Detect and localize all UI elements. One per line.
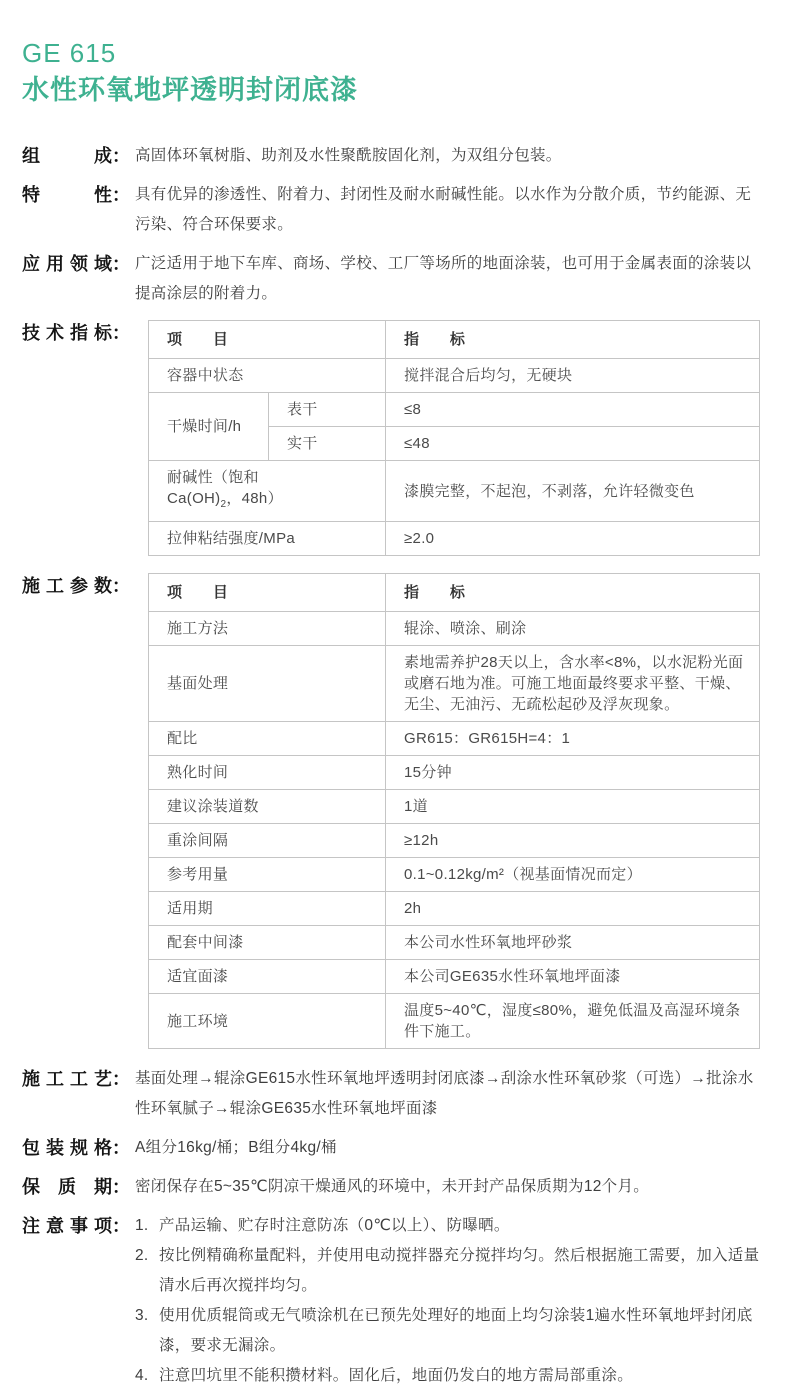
cell-spec: 搅拌混合后均匀，无硬块	[386, 359, 760, 393]
note-text: 按比例精确称量配料，并使用电动搅拌器充分搅拌均匀。然后根据施工需要，加入适量清水后再次搅拌均匀。	[159, 1247, 760, 1294]
section-composition	[22, 141, 760, 171]
note-text: 注意凹坑里不能积攒材料。固化后，地面仍发白的地方需局部重涂。	[159, 1367, 634, 1384]
product-title: 水性环氧地坪透明封闭底漆	[22, 75, 358, 105]
section-packaging	[22, 1133, 760, 1163]
table-row	[149, 359, 760, 393]
cell-spec: 素地需养护28天以上，含水率<8%，以水泥粉光面或磨石地为准。可施工地面最终要求平整、干燥、无尘、无油污、无疏松起砂及浮灰现象。	[386, 646, 760, 722]
section-label: 注意事项 ：	[22, 1216, 130, 1236]
note-item	[135, 1301, 760, 1361]
note-item	[135, 1241, 760, 1301]
section-label: 施工参数 ：	[22, 576, 130, 596]
construction-params-content	[135, 571, 760, 1055]
table-row	[149, 926, 760, 960]
construction-params-table	[148, 573, 760, 1049]
cell-item: 干燥时间/h	[149, 393, 269, 461]
table-row	[149, 790, 760, 824]
cell-spec: 0.1~0.12kg/m²（视基面情况而定）	[386, 858, 760, 892]
subscript-2: 2	[220, 499, 227, 510]
table-header-row	[149, 574, 760, 612]
cell-item: 基面处理	[149, 646, 386, 722]
col-header-item: 项 目	[149, 574, 386, 612]
packaging-text: A组分16kg/桶；B组分4kg/桶	[135, 1139, 337, 1156]
product-code: GE 615	[22, 38, 117, 68]
cell-item: 适用期	[149, 892, 386, 926]
notes-list	[135, 1211, 760, 1391]
cell-item: 重涂间隔	[149, 824, 386, 858]
table-row	[149, 646, 760, 722]
section-process	[22, 1064, 760, 1124]
cell-spec: 温度5~40℃，湿度≤80%，避免低温及高湿环境条件下施工。	[386, 994, 760, 1049]
cell-spec: GR615：GR615H=4：1	[386, 722, 760, 756]
section-label: 保质期 ：	[22, 1177, 130, 1197]
tech-specs-table	[148, 320, 760, 556]
cell-item: 容器中状态	[149, 359, 386, 393]
cell-item: 施工环境	[149, 994, 386, 1049]
cell-spec: ≤48	[386, 427, 760, 461]
table-row	[149, 461, 760, 522]
note-number: 3.	[135, 1307, 149, 1324]
note-number: 4.	[135, 1367, 149, 1384]
note-number: 2.	[135, 1247, 149, 1264]
cell-item: 配套中间漆	[149, 926, 386, 960]
section-notes	[22, 1211, 760, 1391]
composition-text: 高固体环氧树脂、助剂及水性聚酰胺固化剂，为双组分包装。	[135, 147, 562, 164]
cell-spec: ≥2.0	[386, 522, 760, 556]
table-row	[149, 960, 760, 994]
cell-item: 拉伸粘结强度/MPa	[149, 522, 386, 556]
cell-item: 施工方法	[149, 612, 386, 646]
section-label: 施工工艺 ：	[22, 1069, 130, 1089]
section-label: 包装规格 ：	[22, 1138, 130, 1158]
section-features	[22, 180, 760, 240]
cell-spec: 15分钟	[386, 756, 760, 790]
table-row	[149, 612, 760, 646]
note-text: 产品运输、贮存时注意防冻（0℃以上）、防曝晒。	[159, 1217, 510, 1234]
col-header-spec: 指 标	[386, 321, 760, 359]
section-label: 特性 ：	[22, 185, 130, 205]
cell-item: 适宜面漆	[149, 960, 386, 994]
cell-item: 参考用量	[149, 858, 386, 892]
section-label: 应用领域 ：	[22, 254, 130, 274]
cell-subitem: 表干	[269, 393, 386, 427]
table-row	[149, 522, 760, 556]
section-label: 组成 ：	[22, 146, 130, 166]
table-row	[149, 892, 760, 926]
col-header-item: 项 目	[149, 321, 386, 359]
note-item	[135, 1211, 760, 1241]
tech-specs-content	[135, 318, 760, 562]
cell-subitem: 实干	[269, 427, 386, 461]
shelf-life-text: 密闭保存在5~35℃阴凉干燥通风的环境中，未开封产品保质期为12个月。	[135, 1178, 650, 1195]
table-header-row	[149, 321, 760, 359]
section-construction-params	[22, 571, 760, 1055]
col-header-spec: 指 标	[386, 574, 760, 612]
cell-spec: ≤8	[386, 393, 760, 427]
section-shelf-life	[22, 1172, 760, 1202]
cell-item: 熟化时间	[149, 756, 386, 790]
doc-header	[22, 38, 760, 107]
note-text: 使用优质辊筒或无气喷涂机在已预先处理好的地面上均匀涂装1遍水性环氧地坪封闭底漆，要求无漏涂。	[159, 1307, 753, 1354]
table-row	[149, 756, 760, 790]
cell-spec: 1道	[386, 790, 760, 824]
table-row	[149, 824, 760, 858]
table-row	[149, 994, 760, 1049]
table-row	[149, 393, 760, 427]
applications-text: 广泛适用于地下车库、商场、学校、工厂等场所的地面涂装，也可用于金属表面的涂装以提高涂层的附着力。	[135, 255, 752, 302]
section-applications	[22, 249, 760, 309]
table-row	[149, 722, 760, 756]
cell-item: 耐碱性（饱和$Ca(OH)_2$，48h）	[149, 461, 386, 522]
process-text: 基面处理→辊涂GE615水性环氧地坪透明封闭底漆→刮涂水性环氧砂浆（可选）→批涂水性环氧腻子→辊涂GE635水性环氧地坪面漆	[135, 1070, 754, 1117]
note-number: 1.	[135, 1217, 149, 1234]
cell-spec: 本公司水性环氧地坪砂浆	[386, 926, 760, 960]
section-tech-specs	[22, 318, 760, 562]
features-text: 具有优异的渗透性、附着力、封闭性及耐水耐碱性能。以水作为分散介质，节约能源、无污染、符合环保要求。	[135, 186, 752, 233]
section-label: 技术指标 ：	[22, 323, 130, 343]
cell-spec: 2h	[386, 892, 760, 926]
cell-spec: ≥12h	[386, 824, 760, 858]
table-row	[149, 858, 760, 892]
cell-spec: 辊涂、喷涂、刷涂	[386, 612, 760, 646]
cell-item: 配比	[149, 722, 386, 756]
cell-item: 建议涂装道数	[149, 790, 386, 824]
cell-spec: 漆膜完整，不起泡，不剥落，允许轻微变色	[386, 461, 760, 522]
note-item	[135, 1361, 760, 1391]
cell-spec: 本公司GE635水性环氧地坪面漆	[386, 960, 760, 994]
